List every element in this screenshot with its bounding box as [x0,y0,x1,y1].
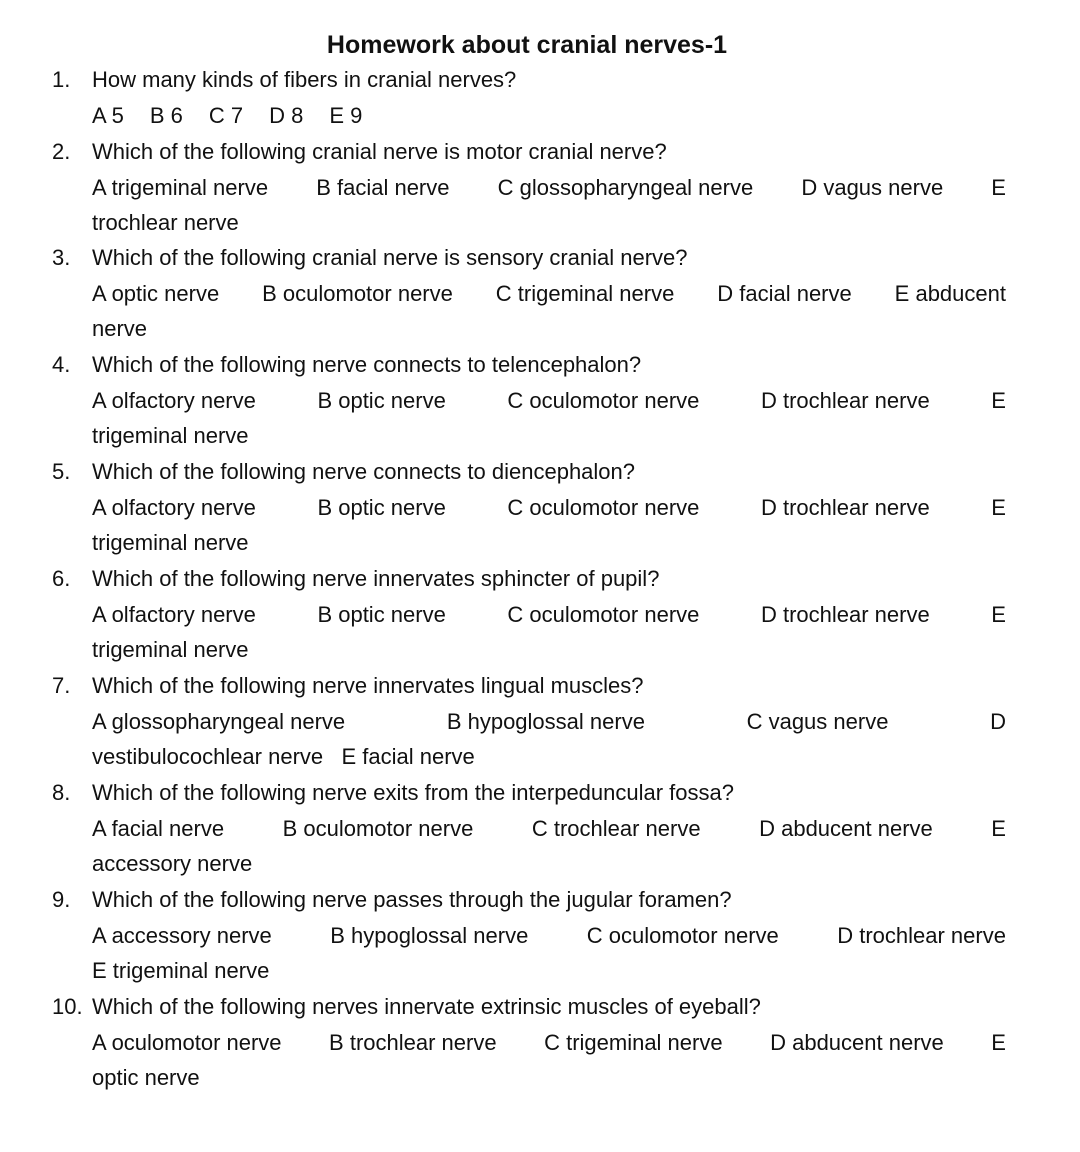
option-d: D abducent nerve [759,816,933,841]
option-continuation: E trigeminal nerve [92,958,270,983]
question-number: 10. [52,994,83,1019]
option-d: D trochlear nerve [760,388,930,413]
option-d: D vagus nerve [801,175,944,200]
option-c: C 7 [208,103,244,128]
question-number: 5. [52,459,71,484]
question-1 [0,62,1080,134]
option-c: C glossopharyngeal nerve [497,175,754,200]
option-continuation: trigeminal nerve [92,530,249,555]
question-text: Which of the following cranial nerve is motor cranial nerve? [92,139,667,164]
option-e: E abducent [894,281,1006,306]
option-b: B optic nerve [317,388,446,413]
option-a: A accessory nerve [92,923,272,948]
option-c: C oculomotor nerve [507,388,700,413]
option-b: B oculomotor nerve [262,281,453,306]
option-b: B trochlear nerve [329,1030,497,1055]
question-number: 1. [52,67,71,92]
option-c: C trigeminal nerve [495,281,675,306]
option-e: E 9 [329,103,363,128]
option-d: D trochlear nerve [837,923,1006,948]
question-2 [0,134,1080,240]
option-a: A trigeminal nerve [92,175,269,200]
question-number: 2. [52,139,71,164]
question-10 [0,989,1080,1095]
option-a: A 5 [92,103,124,128]
option-a: A oculomotor nerve [92,1030,282,1055]
question-8 [0,775,1080,881]
option-continuation: nerve [92,316,148,341]
question-text: Which of the following nerve connects to telencephalon? [92,352,642,377]
question-5 [0,454,1080,560]
question-number: 9. [52,887,71,912]
question-text: Which of the following nerve exits from the interpeduncular fossa? [92,780,734,805]
option-b: B hypoglossal nerve [446,709,645,734]
question-text: Which of the following nerves innervate extrinsic muscles of eyeball? [92,994,761,1019]
option-b: B oculomotor nerve [282,816,474,841]
option-continuation: trigeminal nerve [92,637,249,662]
option-c: C vagus nerve [746,709,889,734]
question-text: Which of the following nerve innervates lingual muscles? [92,673,644,698]
option-a: A olfactory nerve [92,495,256,520]
question-4 [0,347,1080,453]
option-continuation: vestibulocochlear nerve E facial nerve [92,744,475,769]
option-c: C oculomotor nerve [507,495,700,520]
option-e: E [991,175,1006,200]
option-e: E [991,1030,1006,1055]
option-e: E [991,816,1006,841]
question-3 [0,240,1080,346]
option-a: A glossopharyngeal nerve [92,709,346,734]
question-number: 8. [52,780,71,805]
question-text: Which of the following cranial nerve is sensory cranial nerve? [92,245,688,270]
option-c: C trochlear nerve [531,816,701,841]
option-e: E [991,388,1006,413]
question-9 [0,882,1080,988]
option-d: D trochlear nerve [760,602,930,627]
option-c: C oculomotor nerve [586,923,779,948]
option-b: B optic nerve [317,602,446,627]
option-d: D [990,709,1006,734]
option-b: B facial nerve [316,175,450,200]
option-b: B 6 [149,103,183,128]
question-number: 6. [52,566,71,591]
option-a: A facial nerve [92,816,225,841]
option-c: C oculomotor nerve [507,602,700,627]
question-number: 3. [52,245,71,270]
question-number: 4. [52,352,71,377]
option-d: D 8 [269,103,304,128]
option-d: D facial nerve [717,281,852,306]
option-c: C trigeminal nerve [544,1030,723,1055]
option-e: E [991,602,1006,627]
option-continuation: accessory nerve [92,851,253,876]
question-7 [0,668,1080,774]
option-continuation: trochlear nerve [92,210,239,235]
option-continuation: optic nerve [92,1065,200,1090]
question-number: 7. [52,673,71,698]
question-text: How many kinds of fibers in cranial nerves? [92,67,517,92]
question-text: Which of the following nerve innervates sphincter of pupil? [92,566,660,591]
question-text: Which of the following nerve connects to diencephalon? [92,459,636,484]
option-a: A olfactory nerve [92,388,256,413]
option-b: B optic nerve [317,495,446,520]
option-d: D trochlear nerve [760,495,930,520]
option-d: D abducent nerve [770,1030,944,1055]
option-continuation: trigeminal nerve [92,423,249,448]
page-title: Homework about cranial nerves-1 [326,31,728,59]
question-6 [0,561,1080,667]
option-e: E [991,495,1006,520]
option-b: B hypoglossal nerve [330,923,529,948]
option-a: A optic nerve [92,281,220,306]
question-text: Which of the following nerve passes through the jugular foramen? [92,887,732,912]
option-a: A olfactory nerve [92,602,256,627]
